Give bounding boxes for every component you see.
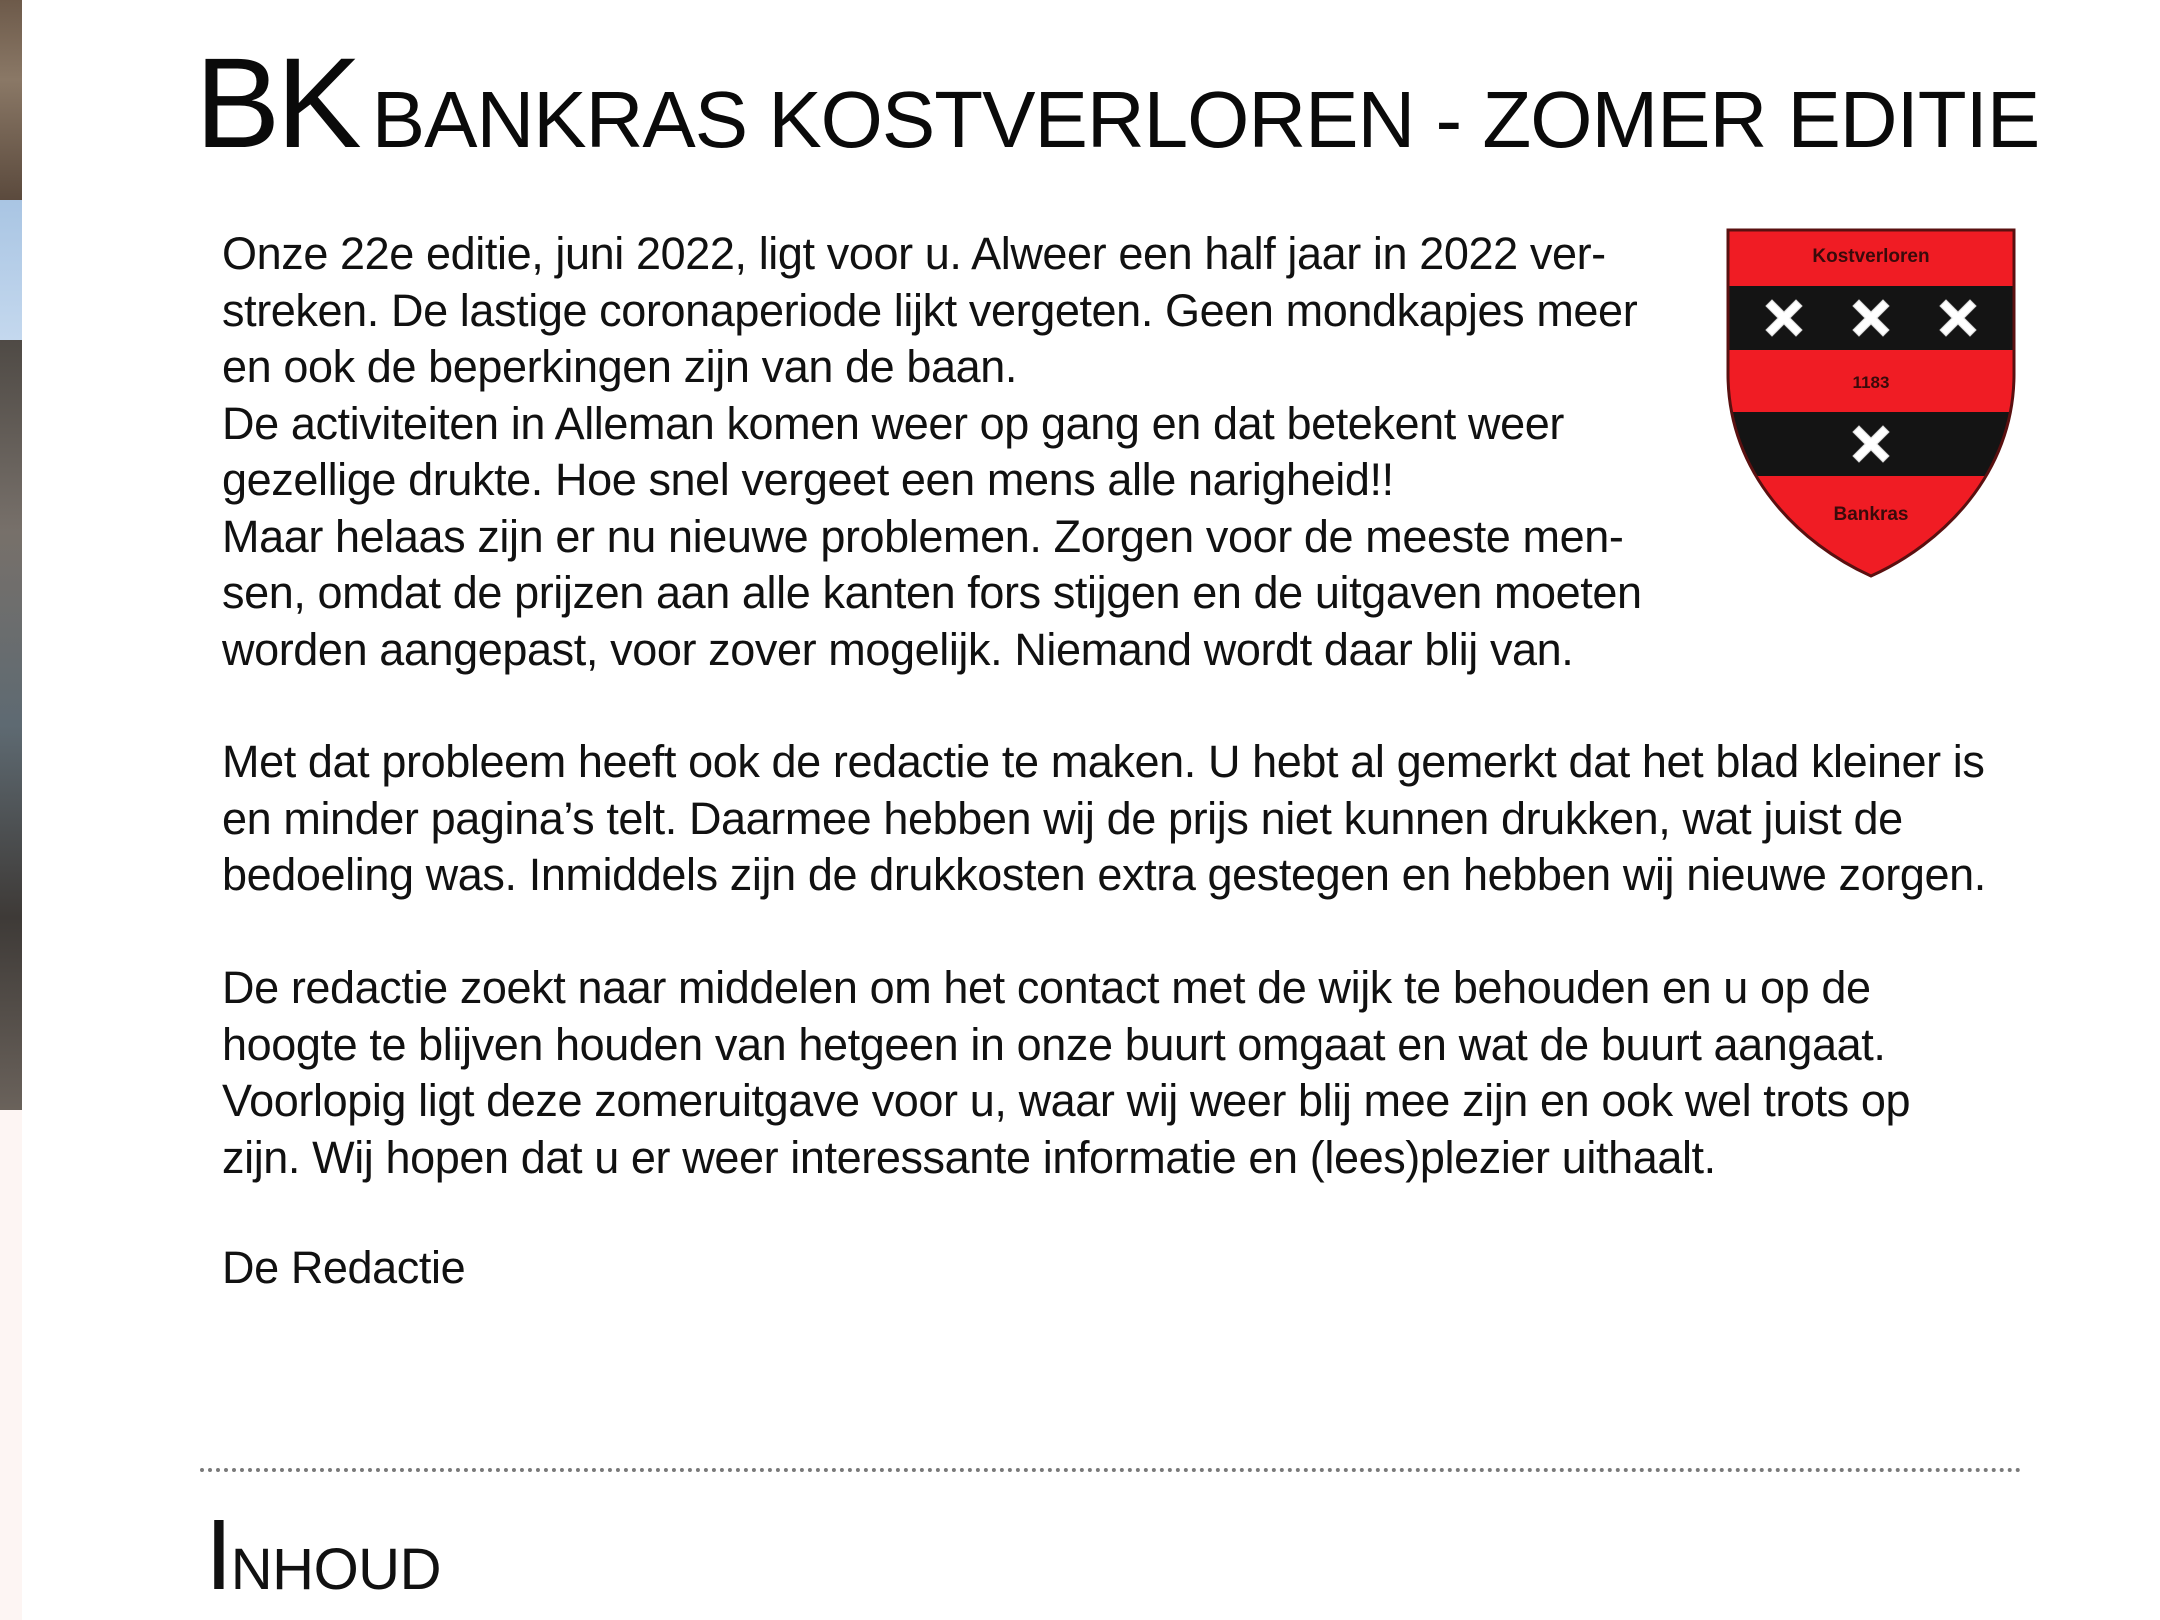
intro-paragraph <box>222 226 1642 678</box>
intro-line: Maar helaas zijn er nu nieuwe problemen. Zorgen voor de meeste men- <box>222 510 1624 562</box>
paragraph-line: De redactie zoekt naar middelen om het contact met de wijk te behouden en u op de <box>222 962 1871 1013</box>
crest-year-text: 1183 <box>1852 373 1890 392</box>
masthead <box>195 32 2040 175</box>
intro-line: worden aangepast, voor zover mogelijk. Niemand wordt daar blij van. <box>222 623 1574 675</box>
intro-line: en ook de beperkingen zijn van de baan. <box>222 341 1018 392</box>
heading-initial: I <box>205 1499 231 1611</box>
intro-line: De activiteiten in Alleman komen weer op gang en dat betekent weer <box>222 397 1564 449</box>
intro-line: streken. De lastige coronaperiode lijkt vergeten. Geen mondkapjes meer <box>222 284 1638 336</box>
heading-rest: NHOUD <box>230 1537 441 1602</box>
paragraph-line: en minder pagina’s telt. Daarmee hebben wij de prijs niet kunnen drukken, wat juist de <box>222 792 1903 844</box>
paragraph-line: Voorlopig ligt deze zomeruitgave voor u, waar wij weer blij mee zijn en ook wel trots op <box>222 1075 1911 1126</box>
masthead-title: BANKRAS KOSTVERLOREN - ZOMER EDITIE <box>371 75 2040 164</box>
crest-bottom-text: Bankras <box>1833 504 1909 525</box>
paragraph-line: hoogte te blijven houden van hetgeen in onze buurt omgaat en wat de buurt aangaat. <box>222 1018 1886 1070</box>
bankras-crest-logo <box>1722 224 2020 582</box>
body-paragraph-2 <box>222 734 1986 904</box>
paragraph-line: zijn. Wij hopen dat u er weer interessante informatie en (lees)plezier uithaalt. <box>222 1131 1716 1183</box>
paragraph-line: Met dat probleem heeft ook de redactie te maken. U hebt al gemerkt dat het blad kleiner is <box>222 736 1985 787</box>
intro-line: sen, omdat de prijzen aan alle kanten fors stijgen en de uitgaven moeten <box>222 567 1642 618</box>
paragraph-line: bedoeling was. Inmiddels zijn de drukkosten extra gestegen en hebben wij nieuwe zorgen. <box>222 849 1986 900</box>
signature: De Redactie <box>222 1242 466 1293</box>
crest-top-text: Kostverloren <box>1812 246 1930 267</box>
dotted-divider <box>200 1468 2022 1472</box>
intro-line: gezellige drukte. Hoe snel vergeet een mens alle narigheid!! <box>222 454 1394 505</box>
crest-shield <box>1722 224 2020 582</box>
body-paragraph-3 <box>222 960 1910 1186</box>
intro-line: Onze 22e editie, juni 2022, ligt voor u. Alweer een half jaar in 2022 ver- <box>222 228 1606 279</box>
masthead-logo-text: BK <box>195 32 358 175</box>
section-heading-inhoud <box>205 1499 441 1611</box>
